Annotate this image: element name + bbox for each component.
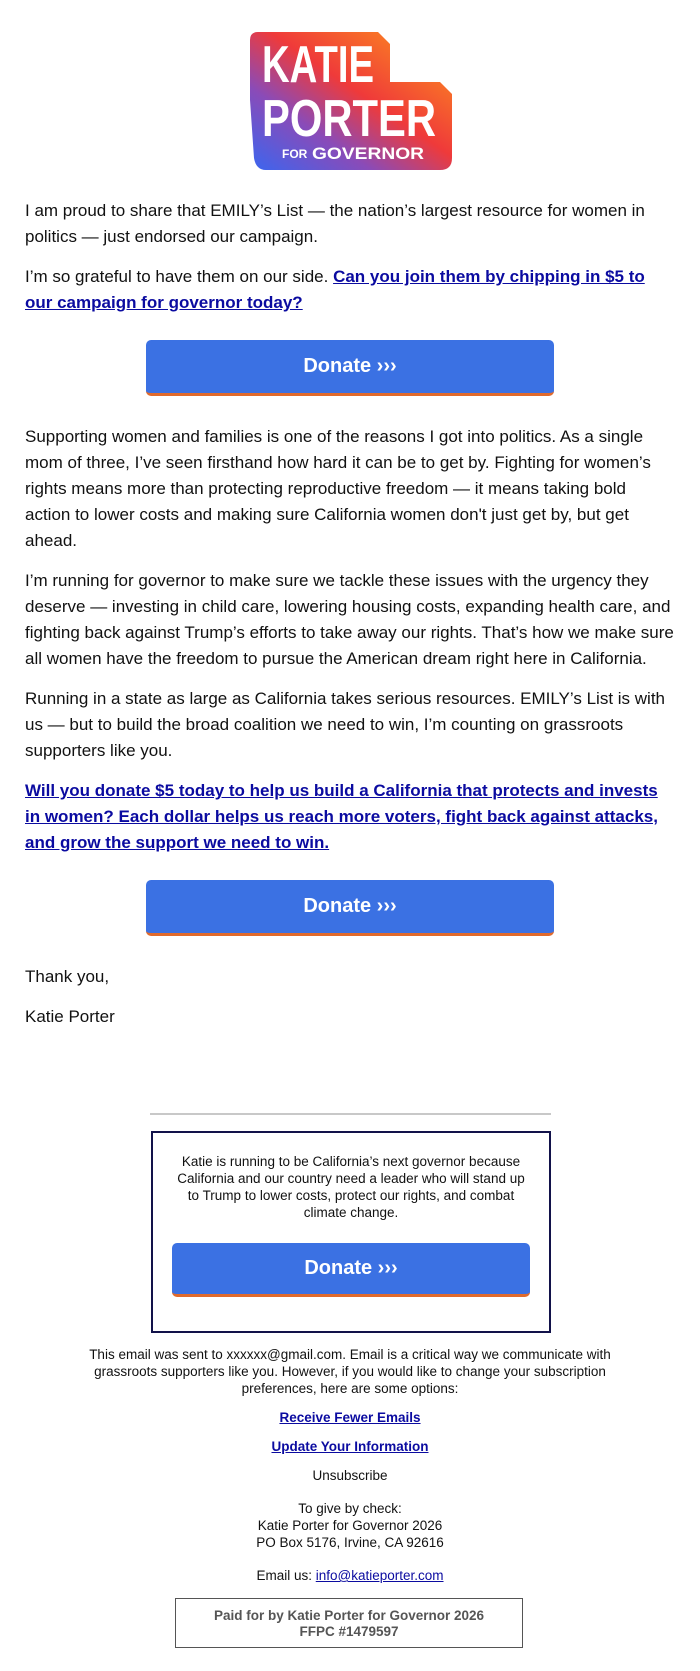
footer-notice: This email was sent to xxxxxx@gmail.com. Email is a critical way we communicate with grassroots supporters like you. However, if you would like to change your subscription preferences, here are some options: [89, 1347, 611, 1396]
unsubscribe-link[interactable]: Unsubscribe [312, 1468, 388, 1483]
ffpc-number: FFPC #1479597 [299, 1624, 399, 1639]
paid-for-disclaimer [175, 1598, 523, 1648]
campaign-box [151, 1131, 551, 1333]
campaign-box-text: Katie is running to be California’s next governor because California and our country need a leader who will stand up to Trump to lower costs, protect our rights, and combat climate change. [177, 1154, 525, 1220]
update-information-link[interactable]: Update Your Information [271, 1439, 429, 1454]
email-link[interactable]: info@katieporter.com [315, 1568, 444, 1583]
grateful-text: I’m so grateful to have them on our side. [25, 267, 334, 286]
grateful-paragraph [25, 264, 675, 316]
logo-for: FOR [282, 147, 308, 161]
logo-porter: PORTER [262, 90, 436, 148]
resources-paragraph: Running in a state as large as California takes serious resources. EMILY’s List is with us — but to build the broad coalition we need to win, I’m counting on grassroots supporters like you. [25, 689, 665, 760]
signature: Katie Porter [25, 1007, 115, 1026]
katie-porter-logo [248, 30, 456, 174]
donate-button[interactable]: Donate ››› [172, 1243, 530, 1297]
chip-in-link[interactable]: Can you join them by chipping in $5 to our campaign for governor today? [25, 267, 645, 312]
signoff: Thank you, [25, 967, 110, 986]
logo-katie: KATIE [262, 36, 374, 94]
donate-ask-paragraph [25, 778, 675, 856]
check-address: PO Box 5176, Irvine, CA 92616 [256, 1535, 444, 1550]
footer [70, 1346, 630, 1596]
check-name: Katie Porter for Governor 2026 [257, 1518, 443, 1533]
check-label: To give by check: [298, 1501, 402, 1516]
email-body [25, 198, 675, 1044]
running-paragraph: I’m running for governor to make sure we tackle these issues with the urgency they deserve — investing in child care, lowering housing costs, expanding health care, and fighting back against Trump’s efforts to take away our rights. That’s how we make sure all women have the freedom to pursue the American dream right here in California. [25, 571, 674, 668]
donate-button[interactable]: Donate ››› [146, 340, 554, 396]
divider [150, 1113, 551, 1115]
paid-by-text: Paid for by Katie Porter for Governor 2026 [213, 1608, 485, 1623]
supporting-paragraph: Supporting women and families is one of the reasons I got into politics. As a single mom of three, I’ve seen firsthand how hard it can be to get by. Fighting for women’s rights means more than protecting reproductive freedom — it means taking bold action to lower costs and making sure California women don't just get by, but get ahead. [25, 427, 651, 550]
intro-paragraph: I am proud to share that EMILY’s List — the nation’s largest resource for women in politics — just endorsed our campaign. [25, 201, 645, 246]
donate-button[interactable]: Donate ››› [146, 880, 554, 936]
donate-ask-link[interactable]: Will you donate $5 today to help us build a California that protects and invests in women? Each dollar helps us reach more voters, fight back against attacks, and grow the support we need to win. [25, 781, 658, 852]
receive-fewer-emails-link[interactable]: Receive Fewer Emails [279, 1410, 421, 1425]
logo-governor: GOVERNOR [312, 144, 424, 163]
email-label: Email us: [256, 1568, 316, 1583]
